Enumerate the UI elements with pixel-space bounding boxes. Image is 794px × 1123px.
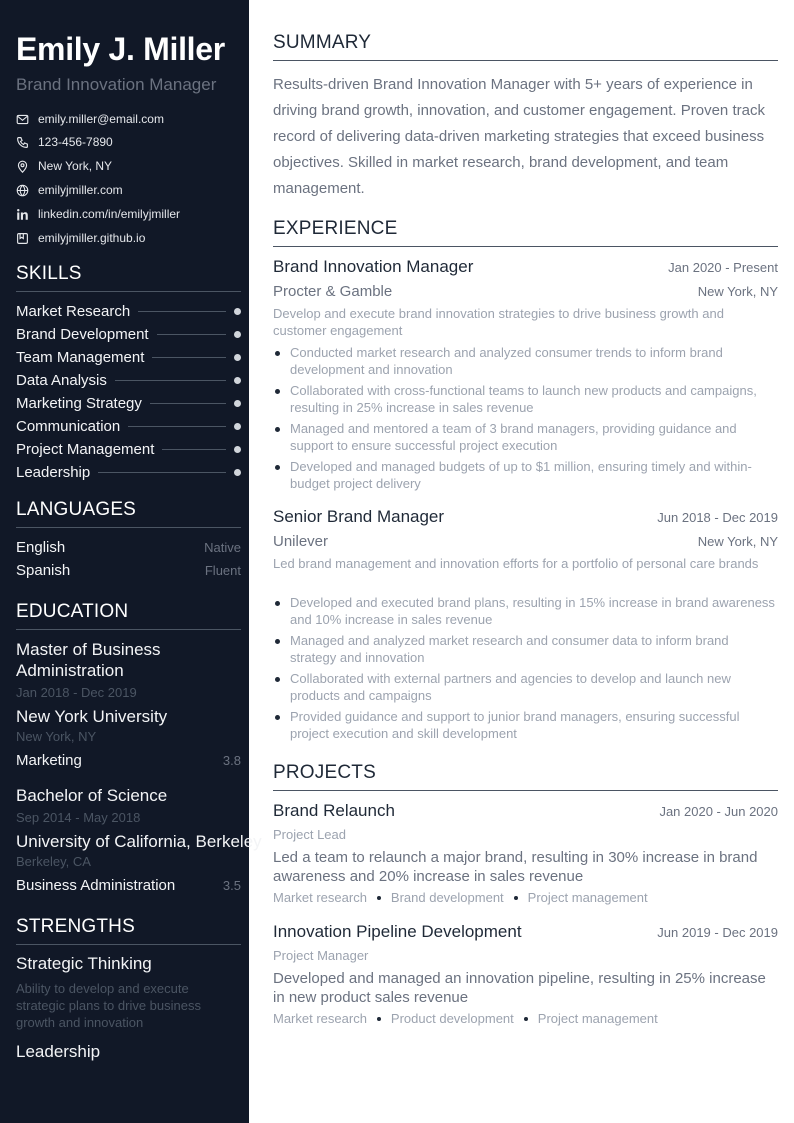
project-tag: Project management (527, 890, 648, 905)
tag-separator (524, 1017, 528, 1021)
skill-item (16, 393, 241, 413)
education-location: Berkeley, CA (16, 854, 91, 869)
job-location: New York, NY (697, 534, 778, 549)
education-gpa: 3.8 (222, 752, 241, 768)
language-name: English (16, 538, 66, 556)
skill-leader-line (128, 426, 226, 427)
education-school: University of California, Berkeley (16, 832, 262, 851)
skills-heading: SKILLS (16, 263, 241, 292)
skill-dot-icon (234, 423, 241, 430)
skill-label: Team Management (16, 348, 145, 366)
project-tag: Market research (273, 1011, 367, 1026)
job-bullet: Provided guidance and support to junior brand managers, ensuring successful project execution and skill development (273, 708, 778, 742)
language-level: Native (204, 539, 241, 555)
project-tag: Project management (537, 1011, 658, 1026)
skill-item (16, 324, 241, 344)
job-bullet: Collaborated with cross-functional teams to launch new products and campaigns, resulting in 25% increase in sales revenue (273, 382, 778, 416)
skill-item (16, 347, 241, 367)
language-level: Fluent (204, 562, 241, 578)
contact-email[interactable] (16, 110, 164, 128)
job-bullet: Developed and executed brand plans, resulting in 15% increase in brand awareness and 10% increase in sales revenue (273, 594, 778, 628)
education-field-row (16, 750, 241, 770)
job-bullet: Collaborated with external partners and agencies to develop and launch new products and campaigns (273, 670, 778, 704)
job-company: Unilever (273, 533, 329, 550)
skill-dot-icon (234, 469, 241, 476)
contact-phone[interactable] (16, 133, 113, 151)
skill-item (16, 416, 241, 436)
skill-item (16, 301, 241, 321)
summary-heading: SUMMARY (273, 32, 778, 61)
location-pin-icon (16, 160, 29, 173)
education-degree: Master of Business Administration (16, 640, 161, 680)
project-dates: Jun 2019 - Dec 2019 (657, 925, 778, 940)
education-field-row (16, 875, 241, 895)
projects-heading: PROJECTS (273, 762, 778, 791)
skill-dot-icon (234, 377, 241, 384)
project-description: Developed and managed an innovation pipeline, resulting in 25% increase in new product sales revenue (273, 970, 766, 1006)
skill-label: Leadership (16, 463, 91, 481)
skill-label: Marketing Strategy (16, 394, 142, 412)
tag-separator (514, 896, 518, 900)
language-item (16, 537, 241, 557)
contact-website-text: emilyjmiller.com (38, 183, 123, 197)
project-description: Led a team to relaunch a major brand, resulting in 30% increase in brand awareness and 20% increase in sales revenue (273, 849, 758, 885)
contact-phone-text: 123-456-7890 (38, 135, 113, 149)
skill-leader-line (157, 334, 226, 335)
strength-title: Strategic Thinking (16, 954, 152, 973)
sidebar (0, 0, 262, 1123)
contact-website[interactable] (16, 181, 123, 199)
skill-item (16, 370, 241, 390)
job-bullet: Managed and analyzed market research and consumer data to inform brand strategy and innovation (273, 632, 778, 666)
project-name: Innovation Pipeline Development (273, 922, 522, 941)
project-tag: Market research (273, 890, 367, 905)
skill-leader-line (98, 472, 226, 473)
skill-dot-icon (234, 331, 241, 338)
education-field: Marketing (16, 751, 82, 769)
education-location: New York, NY (16, 729, 97, 744)
linkedin-icon (16, 208, 29, 221)
experience-heading: EXPERIENCE (273, 218, 778, 247)
education-gpa: 3.5 (222, 877, 241, 893)
skill-dot-icon (234, 354, 241, 361)
job-location: New York, NY (697, 284, 778, 299)
education-degree: Bachelor of Science (16, 786, 168, 805)
skill-item (16, 439, 241, 459)
skill-label: Communication (16, 417, 121, 435)
globe-icon (16, 184, 29, 197)
strength-title: Leadership (16, 1042, 101, 1061)
project-name: Brand Relaunch (273, 801, 395, 820)
language-name: Spanish (16, 561, 71, 579)
languages-heading: LANGUAGES (16, 499, 241, 528)
job-title: Brand Innovation Manager (273, 257, 474, 276)
skill-label: Market Research (16, 302, 131, 320)
project-dates: Jan 2020 - Jun 2020 (659, 804, 778, 819)
education-field: Business Administration (16, 876, 176, 894)
skill-leader-line (150, 403, 226, 404)
job-dates: Jan 2020 - Present (668, 260, 778, 275)
skill-leader-line (152, 357, 226, 358)
skill-dot-icon (234, 446, 241, 453)
tag-separator (377, 896, 381, 900)
job-bullet: Managed and mentored a team of 3 brand managers, providing guidance and support to ensure successful project execution (273, 420, 778, 454)
candidate-name: Emily J. Miller (16, 31, 225, 67)
skill-label: Project Management (16, 440, 155, 458)
job-description: Led brand management and innovation efforts for a portfolio of personal care brands (273, 556, 759, 571)
tag-separator (377, 1017, 381, 1021)
skill-leader-line (138, 311, 226, 312)
skill-leader-line (115, 380, 226, 381)
phone-icon (16, 136, 29, 149)
job-title: Senior Brand Manager (273, 507, 445, 526)
mail-icon (16, 113, 29, 126)
job-bullets (273, 344, 778, 496)
skill-dot-icon (234, 308, 241, 315)
skill-leader-line (162, 449, 226, 450)
skill-label: Brand Development (16, 325, 149, 343)
skill-dot-icon (234, 400, 241, 407)
education-school: New York University (16, 707, 168, 726)
job-bullet: Conducted market research and analyzed consumer trends to inform brand development and innovation (273, 344, 778, 378)
project-tags (273, 1011, 658, 1026)
job-bullet: Developed and managed budgets of up to $1 million, ensuring timely and within-budget project delivery (273, 458, 778, 492)
job-company: Procter & Gamble (273, 283, 393, 300)
strengths-heading: STRENGTHS (16, 916, 241, 945)
education-heading: EDUCATION (16, 601, 241, 630)
language-item (16, 560, 241, 580)
job-bullets (273, 594, 778, 746)
education-dates: Sep 2014 - May 2018 (16, 810, 141, 825)
skill-item (16, 462, 241, 482)
project-tags (273, 890, 648, 905)
education-dates: Jan 2018 - Dec 2019 (16, 685, 137, 700)
contact-linkedin[interactable] (16, 205, 180, 223)
contact-github-text: emilyjmiller.github.io (38, 231, 146, 245)
candidate-title: Brand Innovation Manager (16, 75, 217, 94)
project-role: Project Lead (273, 827, 346, 842)
strength-description: Ability to develop and execute strategic plans to drive business growth and innovation (16, 981, 201, 1030)
project-tag: Brand development (390, 890, 504, 905)
project-role: Project Manager (273, 948, 369, 963)
contact-location-text: New York, NY (38, 159, 113, 173)
portfolio-icon (16, 232, 29, 245)
summary-text: Results-driven Brand Innovation Manager with 5+ years of experience in driving brand growth, innovation, and customer engagement. Proven track record of delivering data-driven marketing strategies that exceed business objectives. Skilled in market research, brand development, and team management. (273, 76, 765, 197)
contact-location (16, 157, 112, 175)
project-tag: Product development (390, 1011, 514, 1026)
contact-github[interactable] (16, 229, 145, 247)
job-dates: Jun 2018 - Dec 2019 (657, 510, 778, 525)
contact-linkedin-text: linkedin.com/in/emilyjmiller (38, 207, 181, 221)
job-description: Develop and execute brand innovation strategies to drive business growth and customer engagement (273, 306, 724, 338)
skill-label: Data Analysis (16, 371, 107, 389)
contact-email-text: emily.miller@email.com (38, 112, 164, 126)
